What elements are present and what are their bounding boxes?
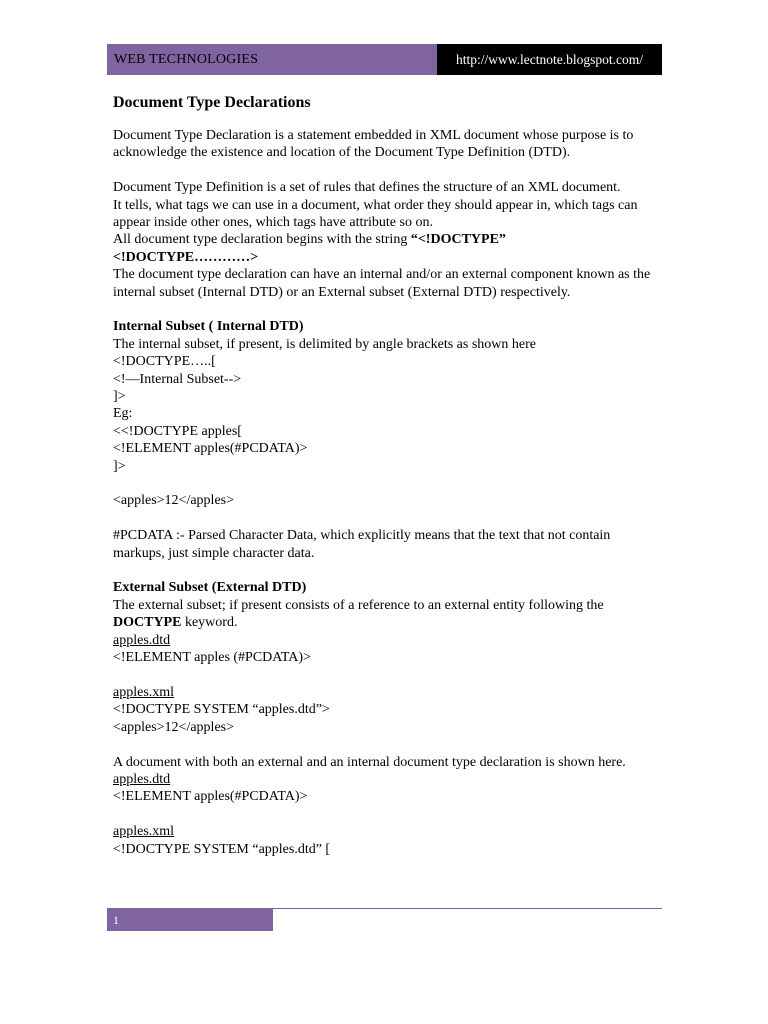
code-line: <!ELEMENT apples(#PCDATA)> — [113, 789, 308, 805]
document-title: Document Type Declarations — [113, 94, 311, 111]
code-line: <!ELEMENT apples(#PCDATA)> — [113, 441, 308, 457]
code-line: ]> — [113, 458, 126, 474]
paragraph: It tells, what tags we can use in a document, what order they should appear in, which tags can appear inside other ones, which tags have attribute so on. — [113, 197, 638, 231]
file-name: apples.dtd — [113, 771, 171, 787]
text: keyword. — [181, 615, 238, 631]
paragraph: The document type declaration can have an internal and/or an external component known as the internal subset (Internal DTD) or an External subset (External DTD) respectively. — [113, 267, 651, 300]
paragraph — [113, 597, 661, 632]
code-line: <!ELEMENT apples (#PCDATA)> — [113, 650, 311, 666]
text: All document type declaration begins with the string — [113, 232, 411, 248]
header-title: WEB TECHNOLOGIES — [107, 44, 437, 75]
file-name: apples.xml — [113, 824, 175, 840]
section-heading-internal: Internal Subset ( Internal DTD) — [113, 319, 304, 335]
file-name: apples.xml — [113, 684, 175, 700]
text: The external subset; if present consists of a reference to an external entity following the — [113, 597, 604, 613]
page-number: 1 — [107, 909, 273, 931]
code-line: <!—Internal Subset--> — [113, 371, 242, 387]
example-label: Eg: — [113, 406, 133, 422]
paragraph: Document Type Definition is a set of rules that defines the structure of an XML document. — [113, 180, 621, 196]
code-line: <!DOCTYPE…..[ — [113, 354, 216, 370]
code-line: <apples>12</apples> — [113, 493, 235, 509]
code-line: <!DOCTYPE SYSTEM “apples.dtd”> — [113, 702, 330, 718]
paragraph: #PCDATA :- Parsed Character Data, which explicitly means that the text that not contain markups, just simple character data. — [113, 528, 611, 561]
section-heading-external: External Subset (External DTD) — [113, 580, 307, 596]
code-line: <apples>12</apples> — [113, 719, 235, 735]
code-line: ]> — [113, 389, 126, 405]
paragraph: A document with both an external and an internal document type declaration is shown here. — [113, 754, 626, 770]
paragraph: Document Type Declaration is a statement embedded in XML document whose purpose is to acknowledge the existence and location of the Document Type Definition (DTD). — [113, 128, 634, 161]
code-line: <<!DOCTYPE apples[ — [113, 423, 242, 439]
code-line: <!DOCTYPE SYSTEM “apples.dtd” [ — [113, 841, 331, 857]
doctype-string: “<!DOCTYPE” — [410, 232, 506, 248]
document-body — [113, 92, 661, 858]
doctype-syntax: <!DOCTYPE…………> — [113, 249, 259, 265]
paragraph — [113, 231, 661, 248]
doctype-keyword: DOCTYPE — [113, 615, 182, 631]
header-url[interactable]: http://www.lectnote.blogspot.com/ — [437, 44, 662, 75]
page-header — [107, 44, 662, 75]
file-name: apples.dtd — [113, 632, 171, 648]
paragraph: The internal subset, if present, is delimited by angle brackets as shown here — [113, 336, 536, 352]
